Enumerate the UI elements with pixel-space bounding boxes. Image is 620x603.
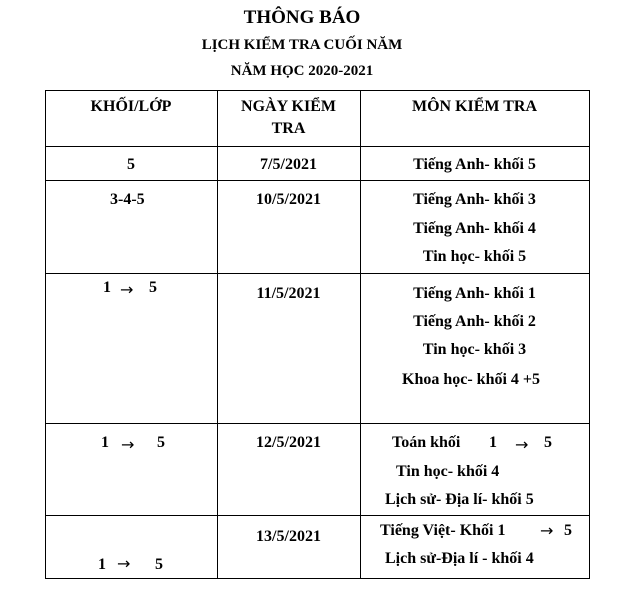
header-subject: MÔN KIỂM TRA xyxy=(411,98,538,115)
row2-date: 10/5/2021 xyxy=(256,191,321,208)
row4-subject-3: Lịch sử- Địa lí- khối 5 xyxy=(385,491,534,508)
table-border-top xyxy=(45,90,590,91)
table-border-right xyxy=(589,90,590,579)
schedule-subtitle: LỊCH KIỂM TRA CUỐI NĂM xyxy=(201,37,403,53)
table-divider xyxy=(45,146,590,147)
table-divider xyxy=(45,273,590,274)
arrow-right-icon: → xyxy=(121,435,135,454)
arrow-right-icon: → xyxy=(120,280,134,299)
row2-grade: 3-4-5 xyxy=(110,191,145,208)
row2-subject-3: Tin học- khối 5 xyxy=(422,248,527,265)
row5-grade-to: 5 xyxy=(155,556,163,573)
row3-grade-from: 1 xyxy=(103,279,111,296)
arrow-right-icon: → xyxy=(540,521,554,540)
row5-grade-from: 1 xyxy=(98,556,106,573)
table-divider xyxy=(45,423,590,424)
row5-subject-1-to: 5 xyxy=(564,522,572,539)
row4-grade-from: 1 xyxy=(101,434,109,451)
row4-date: 12/5/2021 xyxy=(256,434,321,451)
row5-subject-1-prefix: Tiếng Việt- Khối 1 xyxy=(380,522,506,539)
table-divider xyxy=(45,180,590,181)
row1-subject: Tiếng Anh- khối 5 xyxy=(413,156,536,173)
row2-subject-2: Tiếng Anh- khối 4 xyxy=(413,220,536,237)
row5-subject-2: Lịch sử-Địa lí - khối 4 xyxy=(385,550,534,567)
school-year: NĂM HỌC 2020-2021 xyxy=(230,63,374,79)
row3-subject-3: Tin học- khối 3 xyxy=(422,341,527,358)
row5-date: 13/5/2021 xyxy=(256,528,321,545)
header-date-line2: TRA xyxy=(271,120,306,137)
row4-subject-2: Tin học- khối 4 xyxy=(396,463,500,480)
arrow-right-icon: → xyxy=(117,554,131,573)
row4-subject-1-prefix: Toán khối xyxy=(392,434,461,451)
row1-grade: 5 xyxy=(127,156,135,173)
header-grade: KHỐI/LỚP xyxy=(90,98,172,115)
row3-subject-2: Tiếng Anh- khối 2 xyxy=(413,313,536,330)
row1-date: 7/5/2021 xyxy=(260,156,317,173)
row3-subject-1: Tiếng Anh- khối 1 xyxy=(413,285,536,302)
exam-schedule-table xyxy=(45,90,590,579)
row3-subject-4: Khoa học- khối 4 +5 xyxy=(402,371,541,388)
row3-grade-to: 5 xyxy=(149,279,157,296)
row4-subject-1-from: 1 xyxy=(489,434,497,451)
arrow-right-icon: → xyxy=(515,435,529,454)
row2-subject-1: Tiếng Anh- khối 3 xyxy=(413,191,536,208)
row3-date: 11/5/2021 xyxy=(256,285,321,302)
table-border-bottom xyxy=(45,578,590,579)
row4-grade-to: 5 xyxy=(157,434,165,451)
row4-subject-1-to: 5 xyxy=(544,434,552,451)
notice-title: THÔNG BÁO xyxy=(243,7,361,28)
table-divider xyxy=(45,515,590,516)
header-date-line1: NGÀY KIỂM xyxy=(241,98,336,115)
